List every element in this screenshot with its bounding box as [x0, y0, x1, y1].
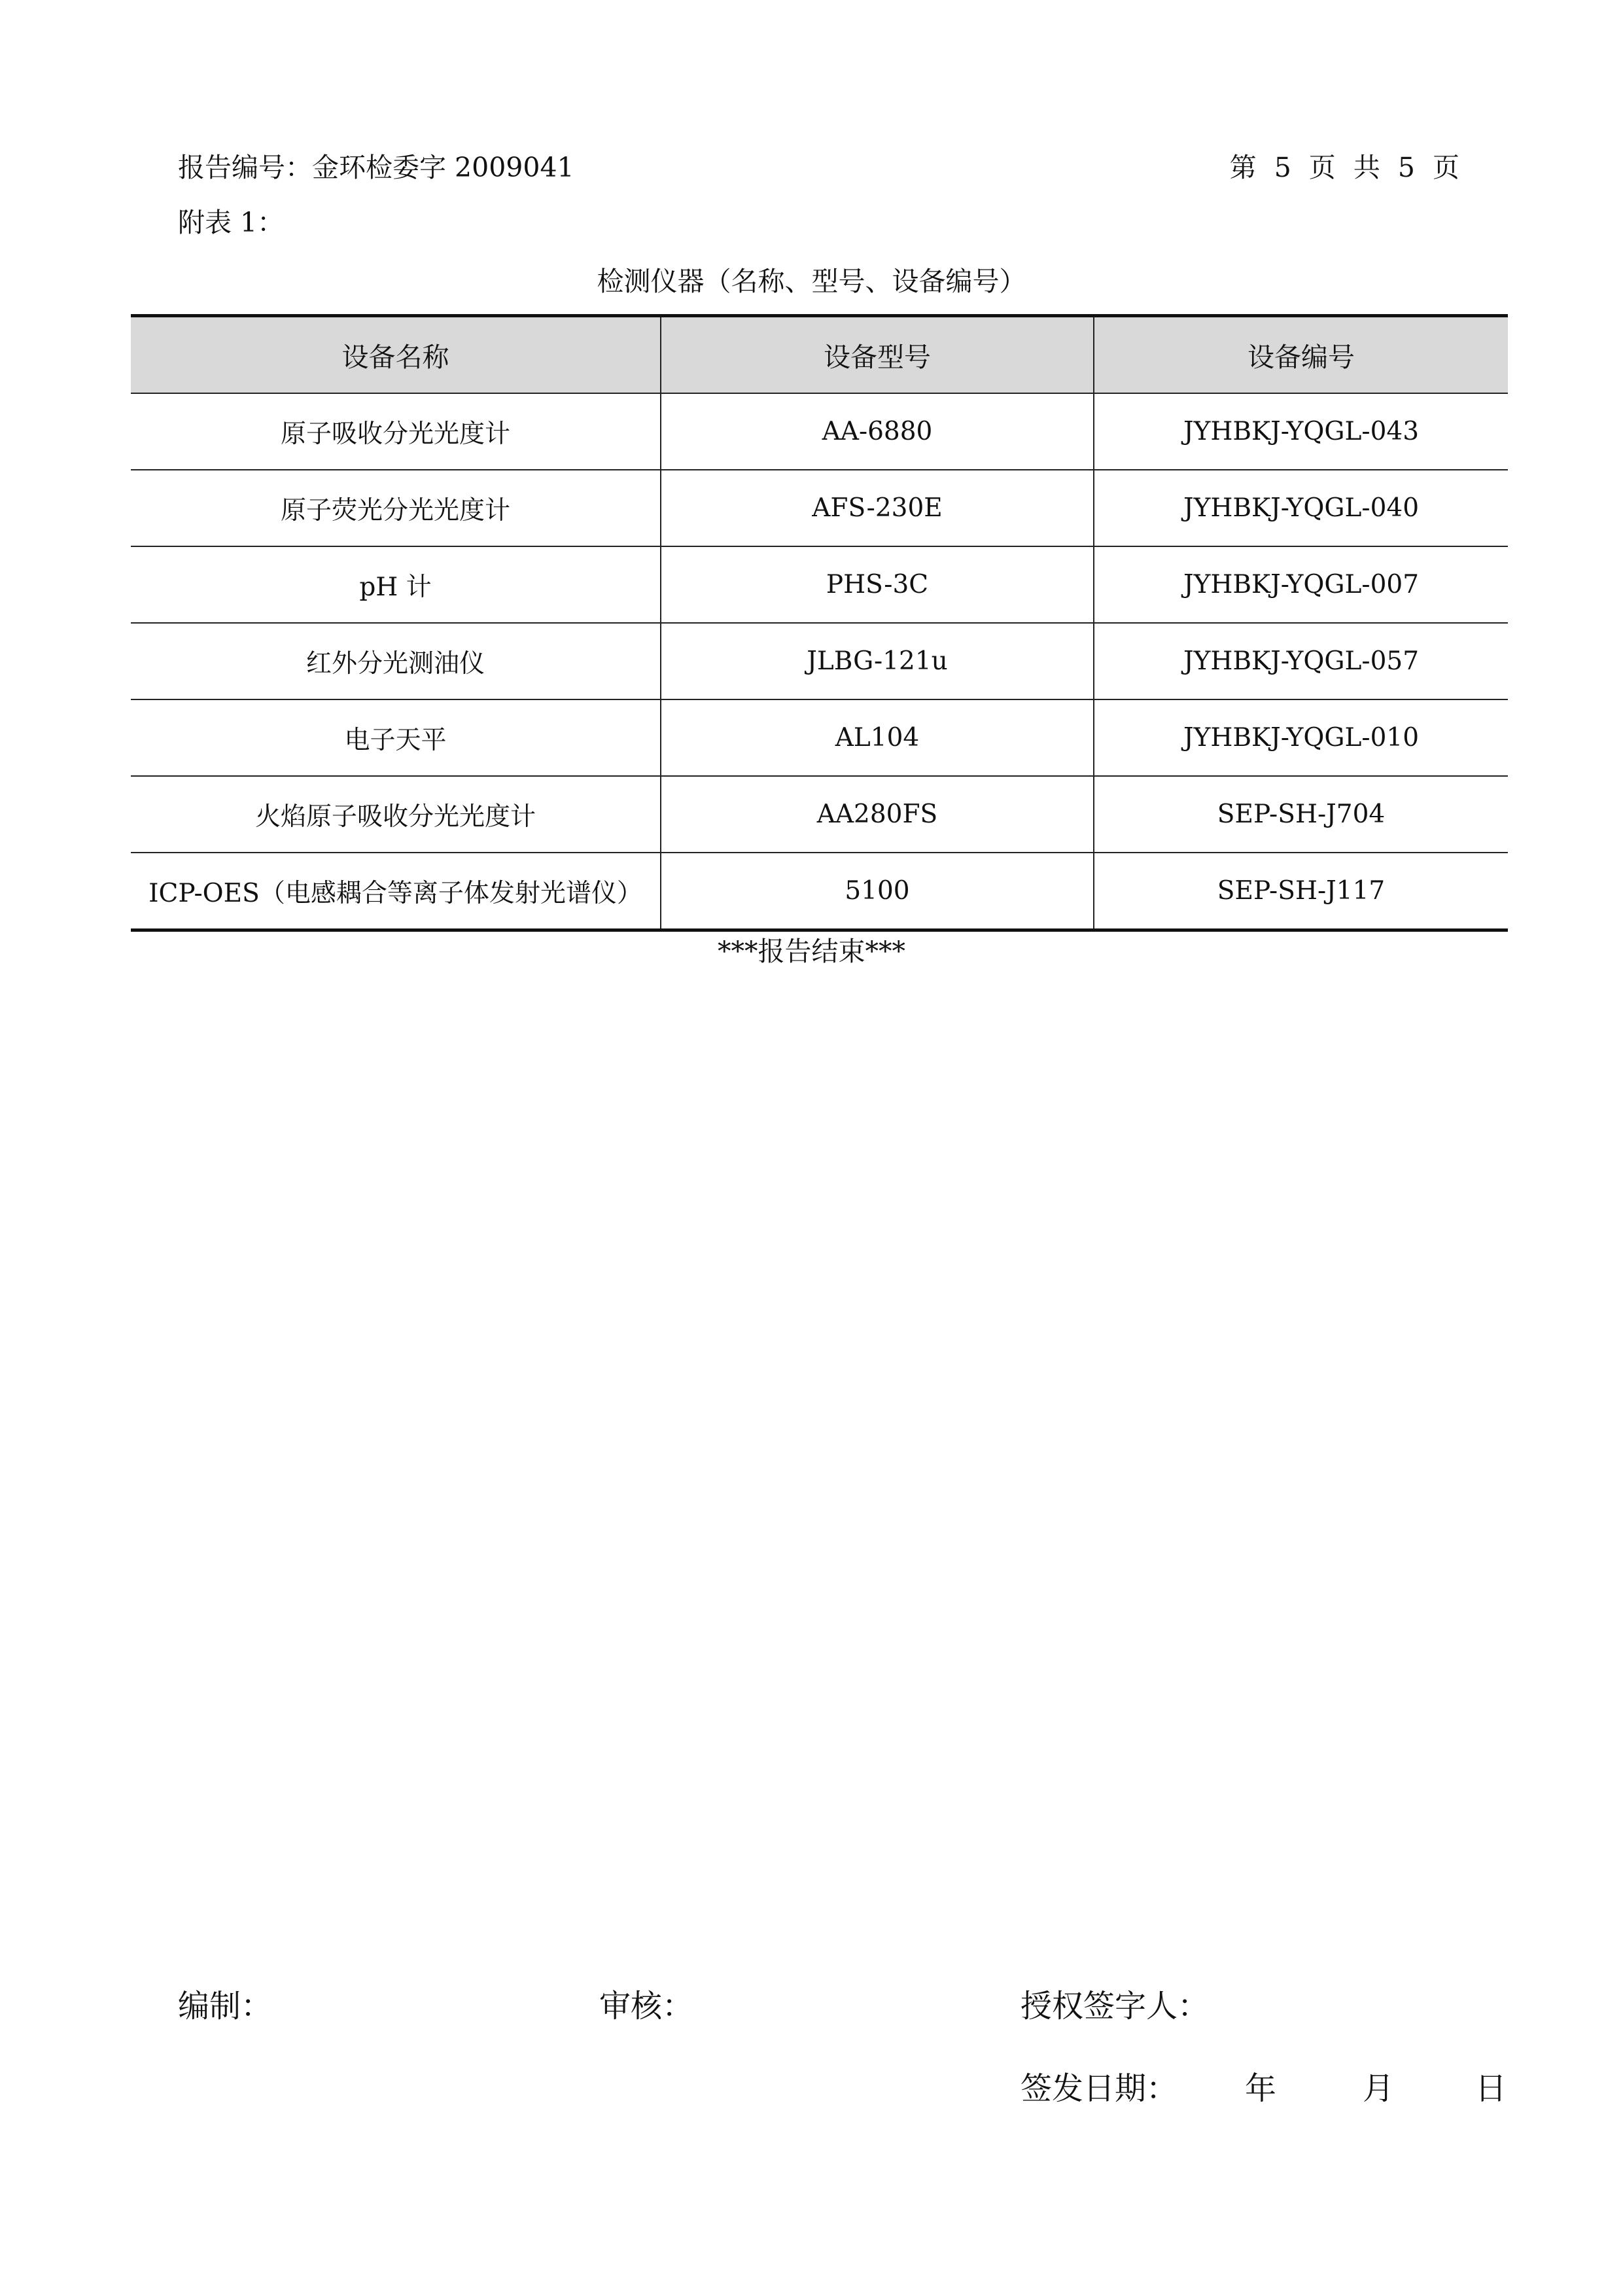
equipment-id-cell: JYHBKJ-YQGL-057	[1094, 623, 1508, 699]
equipment-id-cell: SEP-SH-J704	[1094, 776, 1508, 853]
table-header-row	[131, 316, 1508, 394]
table-row	[131, 470, 1508, 546]
equipment-id-cell: JYHBKJ-YQGL-040	[1094, 470, 1508, 546]
equipment-id-cell: JYHBKJ-YQGL-010	[1094, 699, 1508, 776]
equipment-model-cell: AFS-230E	[661, 470, 1094, 546]
equipment-name-cell: 原子荧光分光光度计	[131, 470, 661, 546]
equipment-name-cell: 原子吸收分光光度计	[131, 393, 661, 470]
table-title: 检测仪器（名称、型号、设备编号）	[597, 266, 1026, 297]
table-row	[131, 853, 1508, 930]
equipment-id-cell: JYHBKJ-YQGL-007	[1094, 546, 1508, 623]
equipment-id-cell: SEP-SH-J117	[1094, 853, 1508, 930]
equipment-name-cell: 火焰原子吸收分光光度计	[131, 776, 661, 853]
issue-date-month-label: 月	[1363, 2070, 1395, 2107]
equipment-name-cell: 红外分光测油仪	[131, 623, 661, 699]
report-number: 报告编号：金环检委字 2009041	[178, 152, 574, 183]
equipment-name-cell: pH 计	[131, 546, 661, 623]
equipment-name-cell: ICP-OES（电感耦合等离子体发射光谱仪）	[131, 853, 661, 930]
equipment-name-cell: 电子天平	[131, 699, 661, 776]
column-header-equipment-name: 设备名称	[131, 316, 661, 394]
page-indicator: 第 5 页 共 5 页	[1229, 152, 1459, 183]
column-header-equipment-model: 设备型号	[661, 316, 1094, 394]
equipment-model-cell: PHS-3C	[661, 546, 1094, 623]
authorized-signer-label: 授权签字人：	[1021, 1988, 1210, 2024]
equipment-model-cell: AA-6880	[661, 393, 1094, 470]
issue-date-year-label: 年	[1245, 2070, 1277, 2107]
table-row	[131, 546, 1508, 623]
table-row	[131, 393, 1508, 470]
issue-date-day-label: 日	[1475, 2070, 1507, 2107]
appendix-label: 附表 1：	[178, 207, 285, 238]
equipment-model-cell: 5100	[661, 853, 1094, 930]
column-header-equipment-id: 设备编号	[1094, 316, 1508, 394]
table-row	[131, 699, 1508, 776]
equipment-model-cell: AL104	[661, 699, 1094, 776]
issue-date-label: 签发日期：	[1021, 2070, 1178, 2107]
reviewed-by-label: 审核：	[599, 1988, 694, 2024]
equipment-model-cell: AA280FS	[661, 776, 1094, 853]
table-row	[131, 776, 1508, 853]
compiled-by-label: 编制：	[178, 1988, 273, 2024]
equipment-id-cell: JYHBKJ-YQGL-043	[1094, 393, 1508, 470]
table-row	[131, 623, 1508, 699]
equipment-table	[131, 314, 1508, 932]
report-end-mark: ***报告结束***	[718, 936, 905, 967]
equipment-model-cell: JLBG-121u	[661, 623, 1094, 699]
